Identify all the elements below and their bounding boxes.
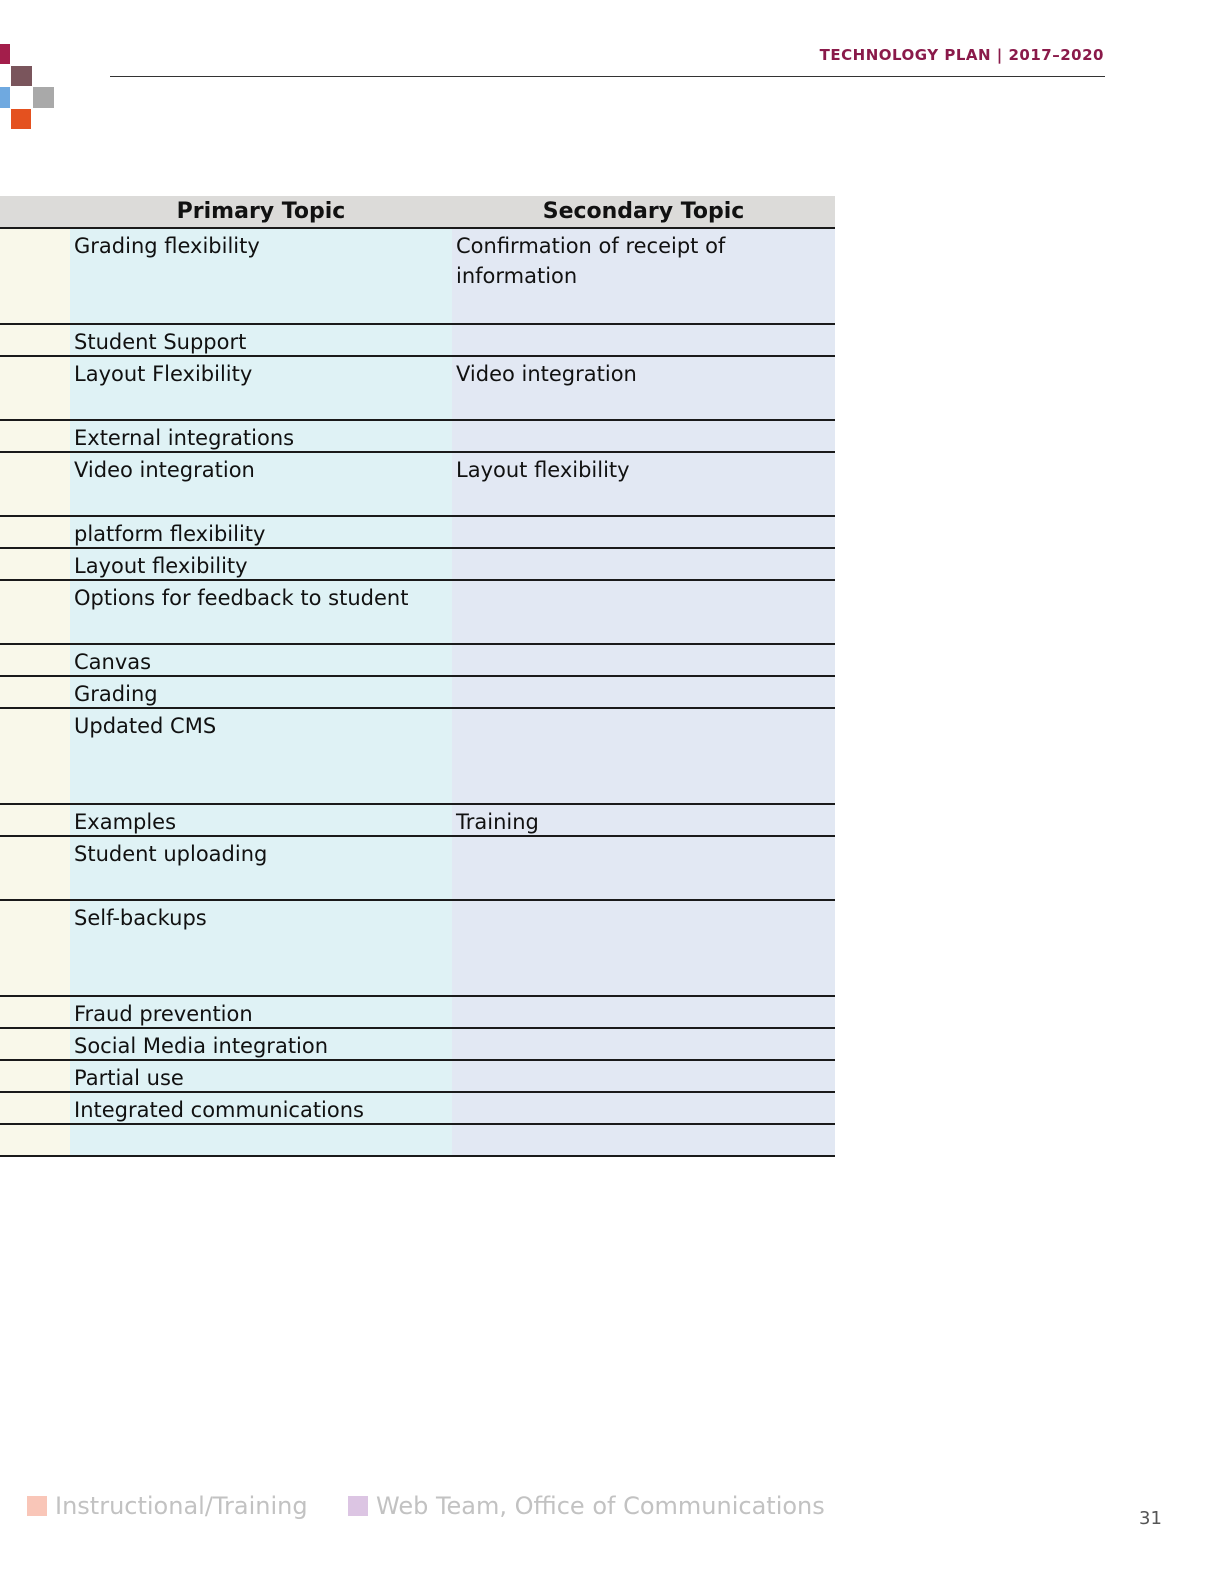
row-blank-cell <box>0 1061 70 1091</box>
secondary-topic-cell <box>452 837 835 899</box>
logo-square-mauve <box>11 66 32 86</box>
secondary-topic-cell <box>452 421 835 451</box>
primary-topic-cell: Grading flexibility <box>70 229 452 323</box>
secondary-topic-cell: Layout flexibility <box>452 453 835 515</box>
row-blank-cell <box>0 421 70 451</box>
table-row <box>0 805 835 837</box>
primary-topic-cell <box>70 1125 452 1155</box>
primary-topic-cell: Integrated communications <box>70 1093 452 1123</box>
secondary-topic-cell: Video integration <box>452 357 835 419</box>
secondary-topic-cell <box>452 581 835 643</box>
secondary-topic-cell: Confirmation of receipt of information <box>452 229 835 323</box>
table-row <box>0 1061 835 1093</box>
secondary-topic-cell <box>452 1125 835 1155</box>
header-secondary-topic: Secondary Topic <box>542 199 745 224</box>
primary-topic-cell: Self-backups <box>70 901 452 995</box>
table-row <box>0 997 835 1029</box>
row-blank-cell <box>0 997 70 1027</box>
logo-square-blue <box>0 87 10 108</box>
legend-item-instructional <box>27 1492 308 1520</box>
primary-topic-cell: Layout Flexibility <box>70 357 452 419</box>
row-blank-cell <box>0 581 70 643</box>
header-rule <box>110 76 1105 77</box>
row-blank-cell <box>0 357 70 419</box>
header-primary-topic: Primary Topic <box>176 199 346 224</box>
row-blank-cell <box>0 805 70 835</box>
table-row <box>0 677 835 709</box>
topic-table <box>0 196 835 1157</box>
secondary-topic-cell: Training <box>452 805 835 835</box>
legend-swatch <box>27 1496 47 1516</box>
secondary-topic-cell <box>452 997 835 1027</box>
page-number: 31 <box>1139 1508 1162 1529</box>
secondary-topic-cell <box>452 901 835 995</box>
primary-topic-cell: Layout flexibility <box>70 549 452 579</box>
row-blank-cell <box>0 453 70 515</box>
primary-topic-cell: Video integration <box>70 453 452 515</box>
logo-square-orange <box>11 109 31 129</box>
row-blank-cell <box>0 1093 70 1123</box>
row-blank-cell <box>0 1029 70 1059</box>
primary-topic-cell: Social Media integration <box>70 1029 452 1059</box>
legend-label: Web Team, Office of Communications <box>376 1492 825 1520</box>
table-row <box>0 709 835 805</box>
secondary-topic-cell <box>452 517 835 547</box>
row-blank-cell <box>0 677 70 707</box>
primary-topic-cell: External integrations <box>70 421 452 451</box>
table-header-row <box>0 196 835 229</box>
row-blank-cell <box>0 325 70 355</box>
row-blank-cell <box>0 1125 70 1155</box>
primary-topic-cell: Student uploading <box>70 837 452 899</box>
primary-topic-cell: Examples <box>70 805 452 835</box>
primary-topic-cell: Grading <box>70 677 452 707</box>
logo-square-crimson <box>0 44 10 64</box>
row-blank-cell <box>0 645 70 675</box>
secondary-topic-cell <box>452 325 835 355</box>
secondary-topic-cell <box>452 549 835 579</box>
table-row <box>0 357 835 421</box>
table-row <box>0 421 835 453</box>
row-blank-cell <box>0 229 70 323</box>
row-blank-cell <box>0 517 70 547</box>
table-row <box>0 549 835 581</box>
row-blank-cell <box>0 837 70 899</box>
secondary-topic-cell <box>452 1029 835 1059</box>
legend-item-web-team <box>348 1492 825 1520</box>
table-row <box>0 837 835 901</box>
table-row <box>0 645 835 677</box>
row-blank-cell <box>0 549 70 579</box>
table-row <box>0 901 835 997</box>
secondary-topic-cell <box>452 1061 835 1091</box>
secondary-topic-cell <box>452 645 835 675</box>
table-row <box>0 517 835 549</box>
table-row <box>0 1029 835 1061</box>
secondary-topic-cell <box>452 1093 835 1123</box>
primary-topic-cell: Canvas <box>70 645 452 675</box>
table-row <box>0 229 835 325</box>
primary-topic-cell: Fraud prevention <box>70 997 452 1027</box>
logo-square-gray <box>33 87 54 108</box>
header-title: TECHNOLOGY PLAN | 2017–2020 <box>819 46 1104 64</box>
primary-topic-cell: Options for feedback to student <box>70 581 452 643</box>
primary-topic-cell: Updated CMS <box>70 709 452 803</box>
table-row <box>0 325 835 357</box>
secondary-topic-cell <box>452 709 835 803</box>
row-blank-cell <box>0 709 70 803</box>
header-cell-blank <box>0 196 70 227</box>
table-row <box>0 581 835 645</box>
primary-topic-cell: Partial use <box>70 1061 452 1091</box>
secondary-topic-cell <box>452 677 835 707</box>
table-row <box>0 1125 835 1157</box>
table-row <box>0 453 835 517</box>
primary-topic-cell: Student Support <box>70 325 452 355</box>
primary-topic-cell: platform flexibility <box>70 517 452 547</box>
table-row <box>0 1093 835 1125</box>
row-blank-cell <box>0 901 70 995</box>
legend-label: Instructional/Training <box>55 1492 308 1520</box>
legend-swatch <box>348 1496 368 1516</box>
